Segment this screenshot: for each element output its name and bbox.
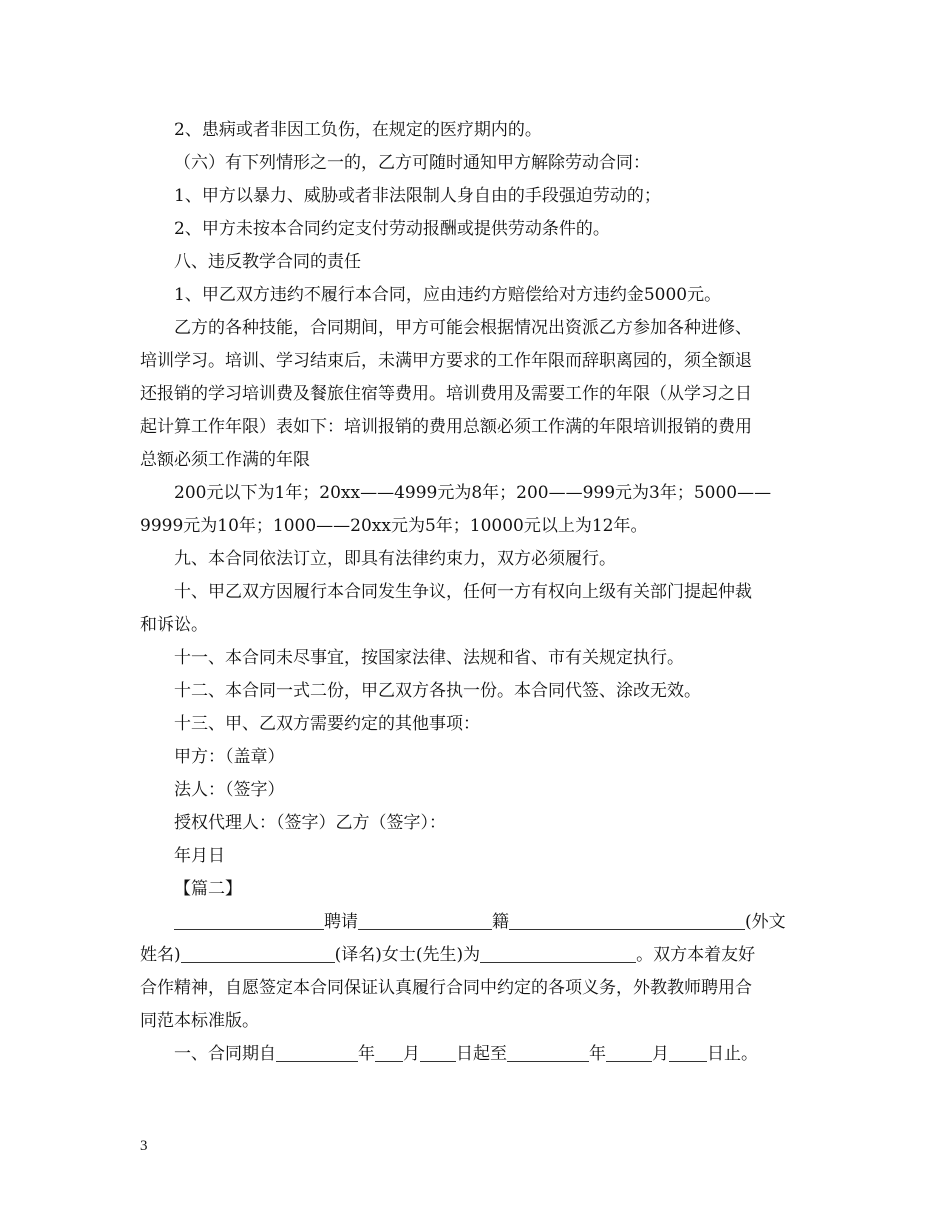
paragraph: 2、患病或者非因工负伤，在规定的医疗期内的。	[174, 120, 542, 140]
hire-line	[140, 939, 830, 972]
text-run: 籍	[492, 912, 509, 932]
paragraph: 十一、本合同未尽事宜，按国家法律、法规和省、市有关规定执行。	[174, 648, 684, 668]
paragraph: 同范本标准版。	[140, 1011, 259, 1031]
signature-line-agent: 授权代理人：（签字）乙方（签字）：	[174, 813, 446, 833]
text-run: 日起至	[456, 1044, 507, 1064]
text-run: 月	[403, 1044, 420, 1064]
paragraph: 总额必须工作满的年限	[140, 450, 310, 470]
blank-field	[507, 1042, 589, 1062]
paragraph: 1、甲乙双方违约不履行本合同，应由违约方赔偿给对方违约金5000元。	[174, 285, 722, 305]
paragraph: （六）有下列情形之一的，乙方可随时通知甲方解除劳动合同：	[174, 153, 650, 173]
text-run: 聘请	[324, 912, 358, 932]
paragraph: 2、甲方未按本合同约定支付劳动报酬或提供劳动条件的。	[174, 219, 610, 239]
signature-line-legal-person: 法人：（签字）	[174, 780, 285, 800]
blank-field	[480, 943, 636, 963]
signature-line-party-a: 甲方：（盖章）	[174, 747, 285, 767]
paragraph: 十二、本合同一式二份，甲乙双方各执一份。本合同代签、涂改无效。	[174, 681, 701, 701]
text-run: 一、合同期自	[174, 1044, 276, 1064]
text-run: (外文	[745, 912, 786, 932]
paragraph: 1、甲方以暴力、威胁或者非法限制人身自由的手段强迫劳动的；	[174, 186, 661, 206]
paragraph: 十、甲乙双方因履行本合同发生争议，任何一方有权向上级有关部门提起仲裁	[174, 582, 752, 602]
paragraph: 九、本合同依法订立，即具有法律约束力，双方必须履行。	[174, 549, 616, 569]
blank-field	[181, 943, 335, 963]
text-run: 日止。	[707, 1044, 758, 1064]
text-run: 姓名)	[140, 945, 181, 965]
text-run: 年	[589, 1044, 606, 1064]
paragraph: 200元以下为1年；20xx——4999元为8年；200——999元为3年；5000——	[174, 483, 772, 503]
paragraph: 起计算工作年限）表如下：培训报销的费用总额必须工作满的年限培训报销的费用	[140, 417, 752, 437]
paragraph: 9999元为10年；1000——20xx元为5年；10000元以上为12年。	[140, 516, 648, 536]
date-line: 年月日	[174, 846, 225, 866]
text-run: 年	[358, 1044, 375, 1064]
paragraph: 合作精神，自愿签定本合同保证认真履行合同中约定的各项义务，外教教师聘用合	[140, 978, 752, 998]
contract-period-line	[140, 1038, 830, 1071]
text-run: 月	[652, 1044, 669, 1064]
blank-field	[276, 1042, 358, 1062]
blank-field	[420, 1042, 456, 1062]
paragraph: 和诉讼。	[140, 615, 208, 635]
text-run: (译名)女士(先生)为	[334, 945, 481, 965]
text-run: 。双方本着友好	[636, 945, 756, 965]
blank-field	[606, 1042, 652, 1062]
section-heading: 八、违反教学合同的责任	[174, 252, 361, 272]
section-heading: 【篇二】	[174, 879, 242, 899]
blank-field	[509, 910, 745, 930]
paragraph: 还报销的学习培训费及餐旅住宿等费用。培训费用及需要工作的年限（从学习之日	[140, 384, 752, 404]
blank-field	[669, 1042, 707, 1062]
paragraph: 乙方的各种技能，合同期间，甲方可能会根据情况出资派乙方参加各种进修、	[174, 318, 752, 338]
page-number: 3	[140, 1138, 148, 1154]
paragraph: 十三、甲、乙双方需要约定的其他事项：	[174, 714, 480, 734]
paragraph: 培训学习。培训、学习结束后，未满甲方要求的工作年限而辞职离园的，须全额退	[140, 351, 752, 371]
blank-field	[174, 910, 324, 930]
hire-line	[140, 906, 830, 939]
blank-field	[375, 1042, 403, 1062]
blank-field	[358, 910, 492, 930]
document-body	[140, 114, 830, 1071]
